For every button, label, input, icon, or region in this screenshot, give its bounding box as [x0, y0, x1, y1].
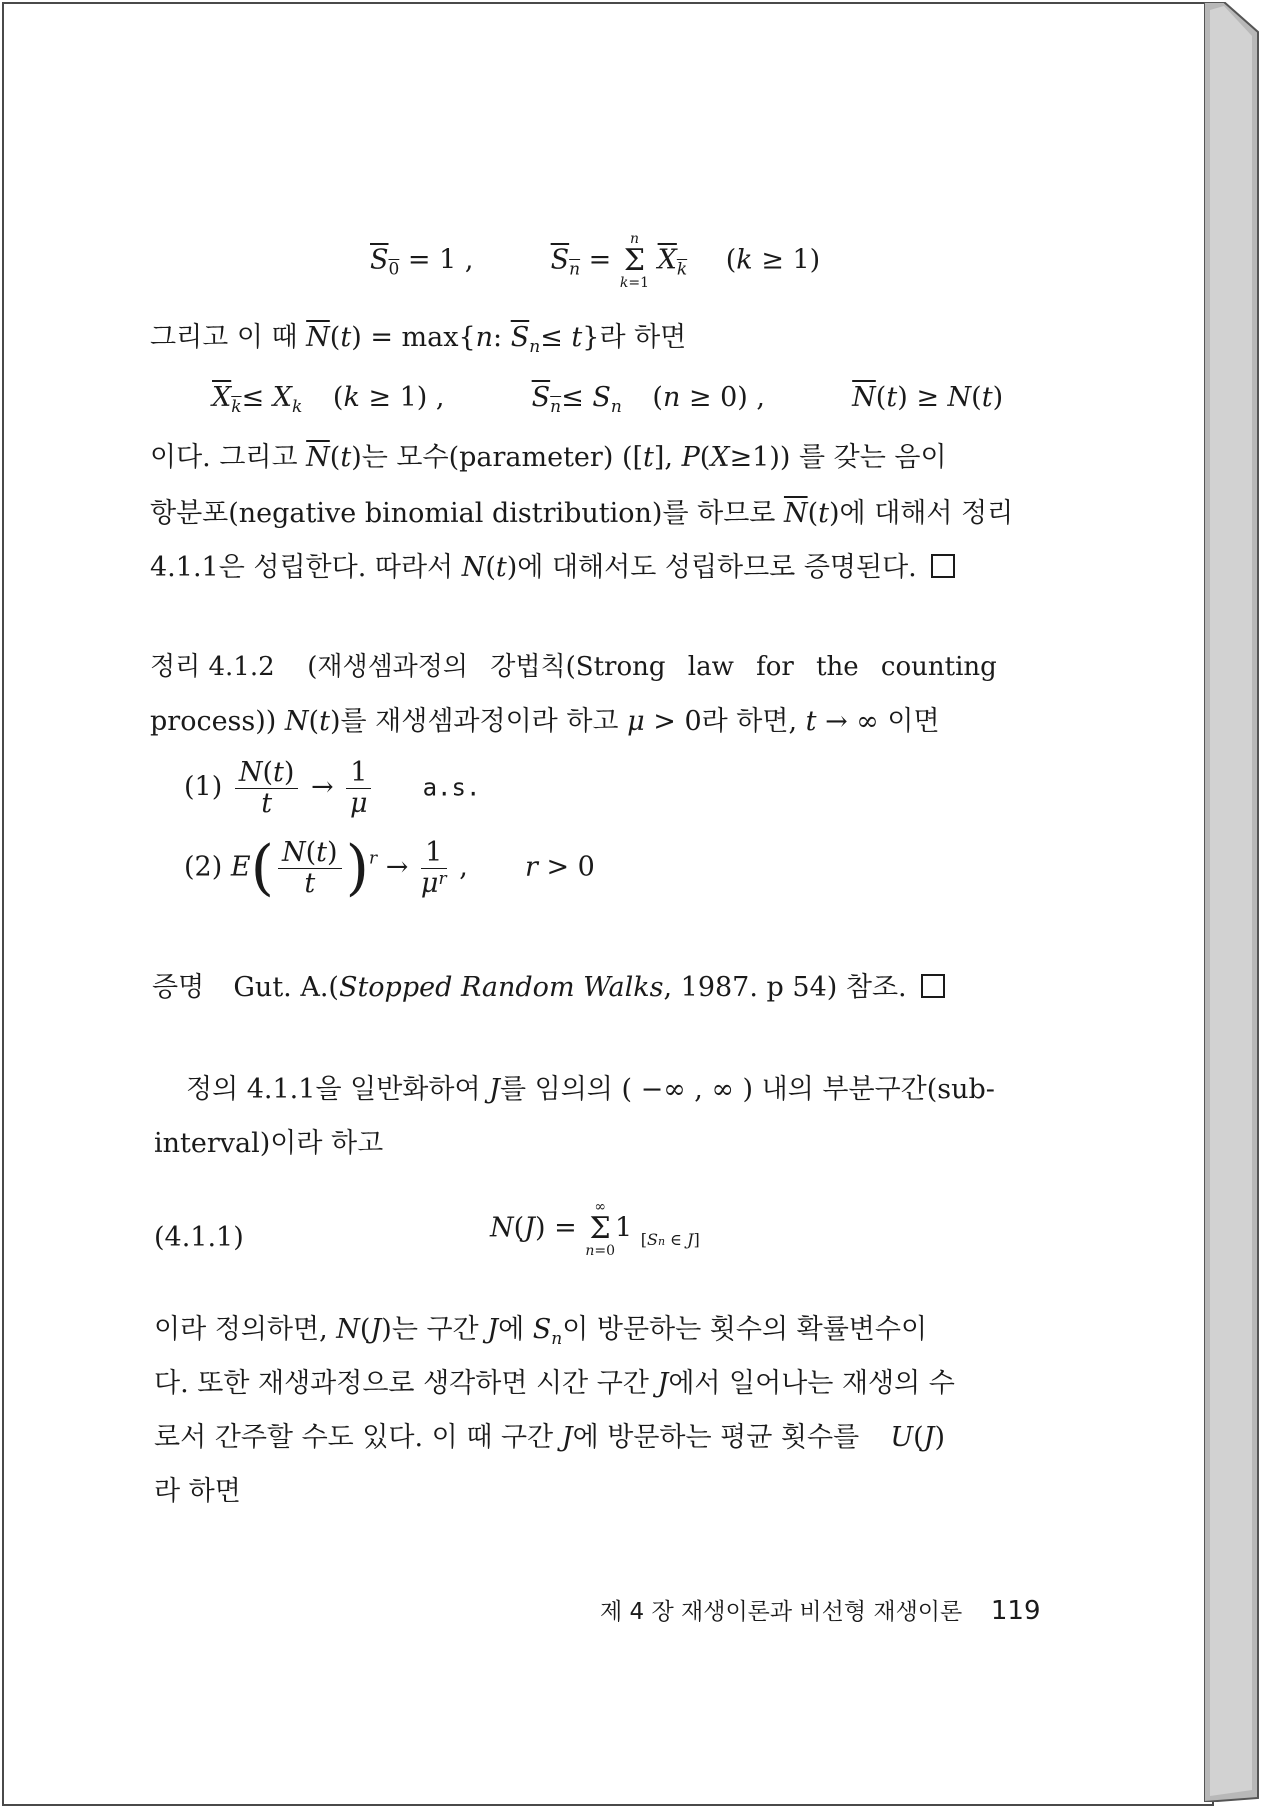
equation-sbar: $\overline{S}_0 = 1$ , $\overline{S}_{\overline{n}}$ = n Σ k=1 $\overline{X}_{\overline{k}}$ (k ≥ 1) — [370, 231, 821, 291]
equation-4-1-1: N(J) = ∞ Σ n=0 1 $_{[Sn \in J]}$ — [490, 1199, 700, 1259]
theorem-item-1: (1) $\frac{N(t)}{t}$ → $\frac{1}{\mu}$ a.s. — [184, 757, 481, 819]
text-line-1: 그리고 이 때 $\overline{N}(t) = \max\{n$: $\overline{S}_n\le t$}라 하면 — [150, 322, 687, 357]
text-line-6: 다. 또한 재생과정으로 생각하면 시간 구간 J에서 일어나는 재생의 수 — [154, 1368, 955, 1399]
definition-line-2: interval)이라 하고 — [154, 1128, 384, 1159]
page-footer — [600, 1596, 1041, 1627]
text-line-8: 라 하면 — [154, 1476, 241, 1507]
text-line-7: 로서 간주할 수도 있다. 이 때 구간 J에 방문하는 평균 횟수를 U(J) — [154, 1422, 946, 1453]
text-line-4: 4.1.1은 성립한다. 따라서 N(t)에 대해서도 성립하므로 증명된다. — [150, 552, 955, 584]
theorem-heading: 정리 4.1.2 (재생셈과정의 강법칙(Strong law for the counting — [150, 652, 997, 682]
qed-box — [931, 554, 955, 578]
footer-chapter: 제 4 장 재생이론과 비선형 재생이론 — [600, 1599, 963, 1625]
theorem-item-2: (2) E( $\frac{N(t)}{t}$ )$^r$ → $\frac{1}{\mu^r}$ , r > 0 — [184, 833, 595, 904]
equation-inequalities: $\overline{X}_{\overline{k}}\le X_k$ (k ≥ 1) , $\overline{S}_{\overline{n}}\le S_n$ (n ≥ 0) , $\overline{N}(t) \ge N(t)$ — [212, 382, 1004, 417]
text-line-3: 항분포(negative binomial distribution)를 하므로 $\overline{N}(t)$에 대해서 정리 — [150, 498, 1014, 529]
equation-4-1-1-label: (4.1.1) — [154, 1222, 244, 1253]
proof-line: 증명 Gut. A.(Stopped Random Walks, 1987. p 54) 참조. — [152, 972, 945, 1004]
qed-box-2 — [921, 974, 945, 998]
text-line-5: 이라 정의하면, N(J)는 구간 J에 $S_n$이 방문하는 횟수의 확률변수이 — [154, 1314, 928, 1349]
definition-line-1: 정의 4.1.1을 일반화하여 J를 임의의 ( −∞ , ∞ ) 내의 부분구간(sub- — [186, 1074, 995, 1105]
theorem-line-2: process)) N(t)를 재생셈과정이라 하고 μ > 0라 하면, t → ∞ 이면 — [150, 706, 940, 737]
text-line-2: 이다. 그리고 $\overline{N}(t)$는 모수(parameter) ([t], P(X≥1)) 를 갖는 음이 — [150, 442, 947, 473]
page-number: 119 — [990, 1596, 1041, 1626]
